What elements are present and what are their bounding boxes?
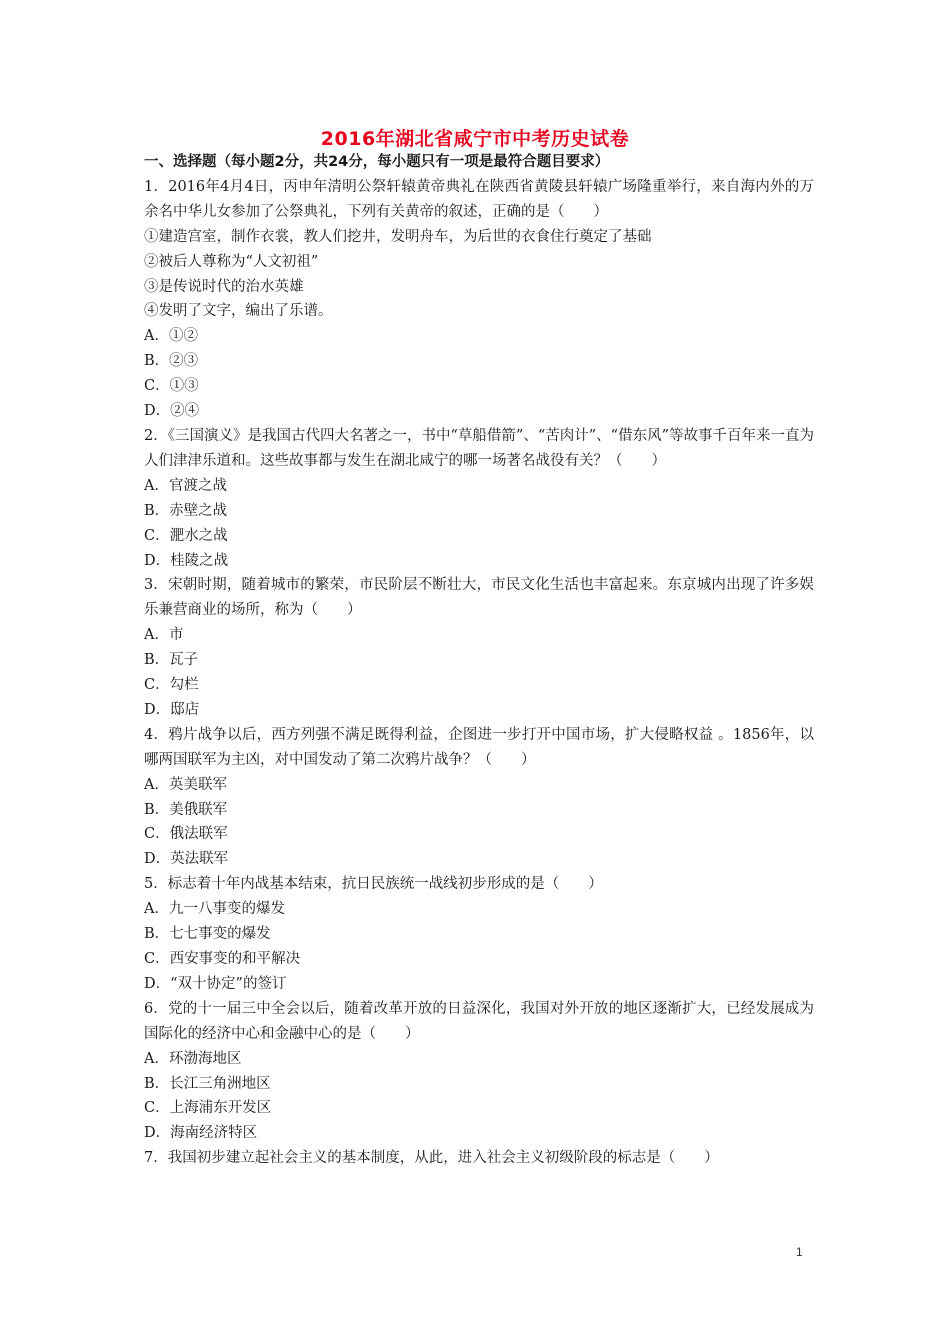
option-d: D．英法联军	[144, 851, 229, 868]
option-a: A．九一八事变的爆发	[144, 901, 285, 918]
question-stem: 2．《三国演义》是我国古代四大名著之一，书中“草船借箭”、“苦肉计”、“借东风”等故事千百年来一直为人们津津乐道和。这些故事都与发生在湖北咸宁的哪一场著名战役有关？（ ）	[144, 427, 814, 469]
option-b: B．美俄联军	[144, 801, 228, 818]
page-number: 1	[796, 1245, 803, 1259]
statement-item: ①建造宫室，制作衣裳，教人们挖井，发明舟车，为后世的衣食住行奠定了基础	[144, 228, 652, 245]
statement-item: ③是传说时代的治水英雄	[144, 278, 304, 295]
question-2	[144, 424, 814, 573]
option-a: A．①②	[144, 328, 198, 345]
option-c: C．勾栏	[144, 677, 199, 694]
option-d: D．邸店	[144, 701, 200, 718]
question-stem: 3．宋朝时期，随着城市的繁荣，市民阶层不断壮大，市民文化生活也丰富起来。东京城内出现了许多娱乐兼营商业的场所，称为（ ）	[144, 577, 814, 619]
question-5	[144, 872, 814, 997]
option-d: D．②④	[144, 403, 200, 420]
question-stem: 5．标志着十年内战基本结束，抗日民族统一战线初步形成的是（ ）	[144, 876, 603, 893]
page-title: 2016年湖北省咸宁市中考历史试卷	[320, 128, 630, 150]
option-c: C．淝水之战	[144, 527, 228, 544]
question-3	[144, 573, 814, 722]
exam-body	[144, 150, 814, 1171]
option-b: B．②③	[144, 353, 199, 370]
option-b: B．赤壁之战	[144, 502, 228, 519]
option-a: A．英美联军	[144, 776, 227, 793]
option-d: D．“双十协定”的签订	[144, 975, 287, 992]
option-d: D．桂陵之战	[144, 552, 229, 569]
question-stem: 1．2016年4月4日，丙申年清明公祭轩辕黄帝典礼在陕西省黄陵县轩辕广场隆重举行，来自海内外的万余名中华儿女参加了公祭典礼，下列有关黄帝的叙述，正确的是（ ）	[144, 178, 814, 220]
question-stem: 7．我国初步建立起社会主义的基本制度，从此，进入社会主义初级阶段的标志是（ ）	[144, 1150, 719, 1167]
option-d: D．海南经济特区	[144, 1125, 258, 1142]
option-c: C．上海浦东开发区	[144, 1100, 272, 1117]
statement-item: ④发明了文字，编出了乐谱。	[144, 303, 333, 320]
question-7	[144, 1146, 814, 1171]
section-heading: 一、选择题（每小题2分，共24分，每小题只有一项是最符合题目要求）	[144, 154, 610, 170]
question-6	[144, 997, 814, 1146]
statement-item: ②被后人尊称为“人文初祖”	[144, 253, 319, 270]
question-stem: 4．鸦片战争以后，西方列强不满足既得利益，企图进一步打开中国市场，扩大侵略权益 。1856年，以哪两国联军为主凶，对中国发动了第二次鸦片战争？（ ）	[144, 726, 814, 768]
question-4	[144, 723, 814, 872]
option-b: B．瓦子	[144, 652, 199, 669]
option-b: B．长江三角洲地区	[144, 1075, 271, 1092]
option-c: C．俄法联军	[144, 826, 228, 843]
option-c: C．西安事变的和平解决	[144, 951, 301, 967]
option-a: A．市	[144, 627, 184, 644]
question-stem: 6．党的十一届三中全会以后，随着改革开放的日益深化，我国对外开放的地区逐渐扩大，已经发展成为国际化的经济中心和金融中心的是（ ）	[144, 1000, 814, 1042]
option-c: C．①③	[144, 378, 199, 395]
option-b: B．七七事变的爆发	[144, 926, 271, 943]
option-a: A．官渡之战	[144, 477, 227, 494]
question-1	[144, 175, 814, 424]
option-a: A．环渤海地区	[144, 1050, 242, 1067]
